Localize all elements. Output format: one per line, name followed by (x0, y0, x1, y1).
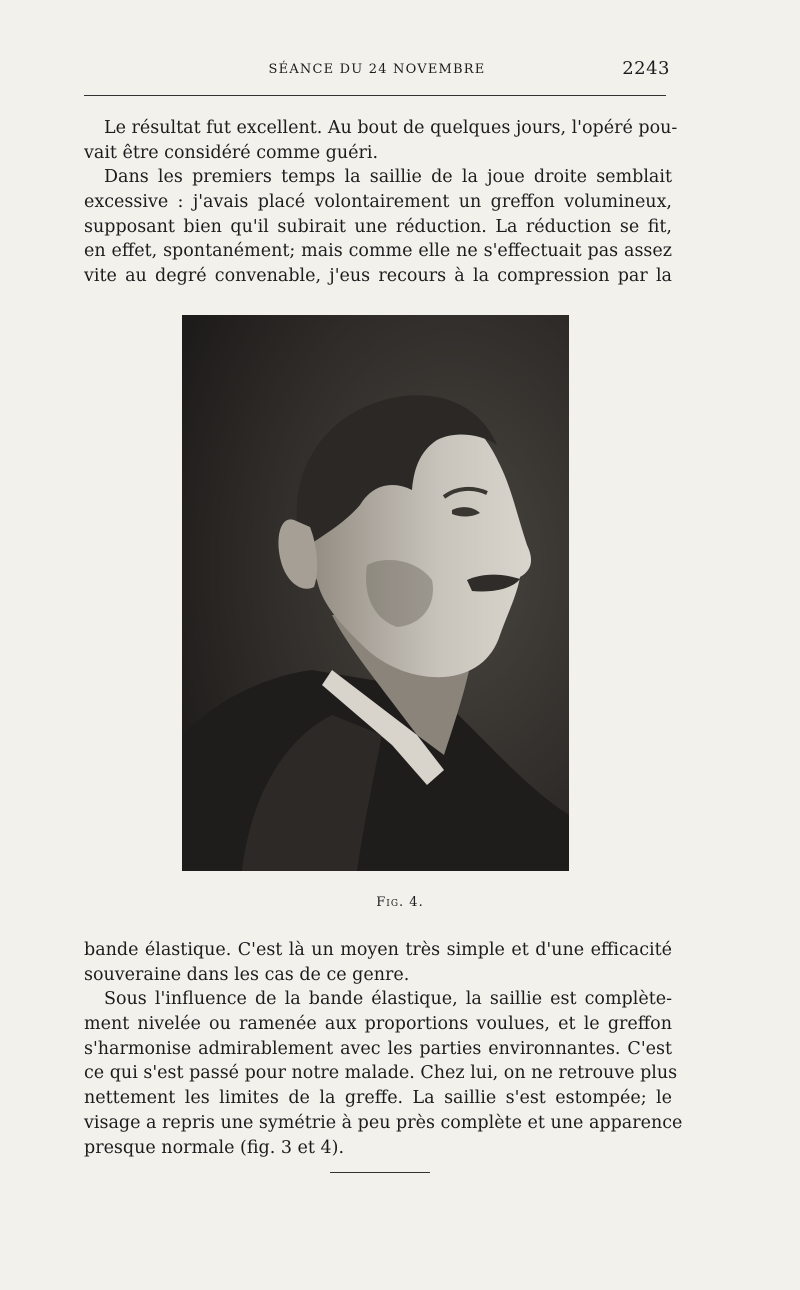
running-title: SÉANCE DU 24 NOVEMBRE (268, 62, 486, 77)
text-line: presque normale (fig. 3 et 4). (84, 1137, 345, 1158)
text-line: nettement les limites de la greffe. La saillie s'est estompée; le (84, 1088, 672, 1109)
page-number: 2243 (622, 58, 670, 79)
running-head (84, 58, 670, 84)
text-line: ment nivelée ou ramenée aux proportions voulues, et le greffon (84, 1013, 672, 1034)
text-line: Dans les premiers temps la saillie de la joue droite semblait (104, 167, 672, 187)
text-line: souveraine dans les cas de ce genre. (84, 964, 410, 985)
text-line: vite au degré convenable, j'eus recours à la compression par la (84, 266, 672, 287)
text-line: s'harmonise admirablement avec les parties environnantes. C'est (84, 1038, 672, 1059)
paragraph-2 (84, 165, 672, 289)
paragraph-1 (84, 116, 678, 166)
end-rule (330, 1172, 430, 1173)
text-line: ce qui s'est passé pour notre malade. Chez lui, on ne retrouve plus (84, 1063, 678, 1084)
header-rule (84, 95, 666, 96)
text-line: bande élastique. C'est là un moyen très simple et d'une efficacité (84, 940, 672, 960)
paragraph-3 (84, 938, 672, 988)
text-line: supposant bien qu'il subirait une réduction. La réduction se fit, (84, 216, 672, 237)
figure-photograph (182, 315, 569, 871)
text-line: Sous l'influence de la bande élastique, la saillie est complète- (104, 989, 672, 1009)
text-line: visage a repris une symétrie à peu près complète et une apparence (84, 1112, 683, 1133)
text-line: vait être considéré comme guéri. (84, 142, 379, 163)
portrait-photo-icon (182, 315, 569, 871)
text-line: excessive : j'avais placé volontairement un greffon volumineux, (84, 191, 672, 212)
text-line: en effet, spontanément; mais comme elle ne s'effectuait pas assez (84, 241, 672, 262)
text-line: Le résultat fut excellent. Au bout de quelques jours, l'opéré pou- (104, 118, 678, 138)
paragraph-4 (84, 987, 683, 1161)
figure-caption: Fig. 4. (376, 895, 424, 910)
